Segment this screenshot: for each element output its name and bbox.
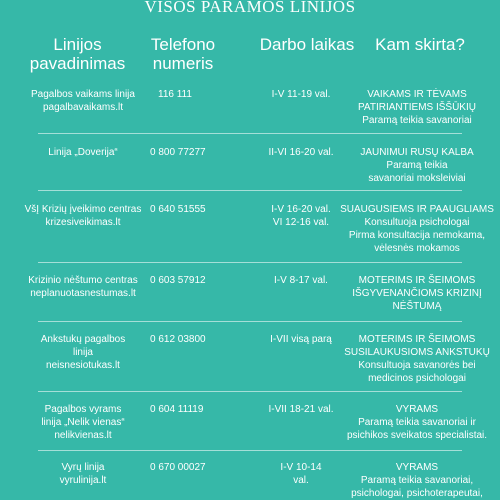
header-name: Linijos pavadinimas (29, 35, 126, 73)
row-divider (38, 450, 462, 451)
row-phone: 0 800 77277 (150, 147, 206, 158)
row-name: Pagalbos vaikams linija pagalbavaikams.lt (31, 89, 135, 113)
row-phone: 0 640 51555 (150, 204, 206, 215)
row-name: Vyrų linija vyrulinija.lt (59, 462, 107, 486)
row-phone: 0 603 57912 (150, 275, 206, 286)
row-hours: I-V 11-19 val. (271, 89, 331, 100)
row-hours: I-V 10-14 val. (280, 462, 322, 486)
row-hours: I-VII 18-21 val. (268, 404, 334, 415)
row-divider (38, 190, 462, 191)
row-name: Krizinio nėštumo centras neplanuotasnestumas.lt (28, 275, 138, 299)
row-name: Linija „Doverija“ (48, 147, 118, 158)
row-audience: VAIKAMS IR TĖVAMS PATIRIANTIEMS IŠŠŪKIŲ Paramą teikia savanoriai (358, 89, 476, 126)
header-hours: Darbo laikas (259, 35, 355, 54)
page-title: VISOS PARAMOS LINIJOS (144, 0, 356, 16)
row-hours: I-V 16-20 val. VI 12-16 val. (271, 204, 331, 228)
row-phone: 116 111 (158, 89, 192, 100)
row-audience: SUAUGUSIEMS IR PAAUGLIAMS Konsultuoja psichologai Pirma konsultacija nemokama, vėlesnės mokamos (340, 204, 494, 254)
header-audience: Kam skirta? (375, 35, 465, 54)
row-audience: MOTERIMS IR ŠEIMOMS SUSILAUKUSIOMS ANKSTUKŲ Konsultuoja savanorės bei medicinos psichologai (344, 334, 490, 384)
row-hours: II-VI 16-20 val. (268, 147, 334, 158)
row-audience: VYRAMS Paramą teikia savanoriai ir psichikos sveikatos specialistai. (346, 404, 488, 441)
row-name: VšĮ Krizių įveikimo centras krizesiveikimas.lt (24, 204, 142, 228)
row-name: Ankstukų pagalbos linija neisnesiotukas.lt (40, 334, 126, 371)
row-divider (38, 262, 462, 263)
row-audience: JAUNIMUI RUSŲ KALBA Paramą teikia savanoriai moksleiviai (360, 147, 474, 184)
row-audience: VYRAMS Paramą teikia savanoriai, psichologai, psichoterapeutai, (351, 462, 483, 499)
row-divider (38, 321, 462, 322)
row-hours: I-V 8-17 val. (274, 275, 328, 286)
row-name: Pagalbos vyrams linija „Nelik vienas“ nelikvienas.lt (41, 404, 125, 441)
row-divider (38, 391, 462, 392)
row-divider (38, 133, 462, 134)
row-audience: MOTERIMS IR ŠEIMOMS IŠGYVENANČIOMS KRIZINĮ NĖŠTUMĄ (352, 275, 482, 312)
row-phone: 0 612 03800 (150, 334, 206, 345)
row-phone: 0 604 11119 (150, 404, 204, 415)
row-phone: 0 670 00027 (150, 462, 206, 473)
row-hours: I-VII visą parą (270, 334, 332, 345)
header-phone: Telefono numeris (150, 35, 216, 73)
